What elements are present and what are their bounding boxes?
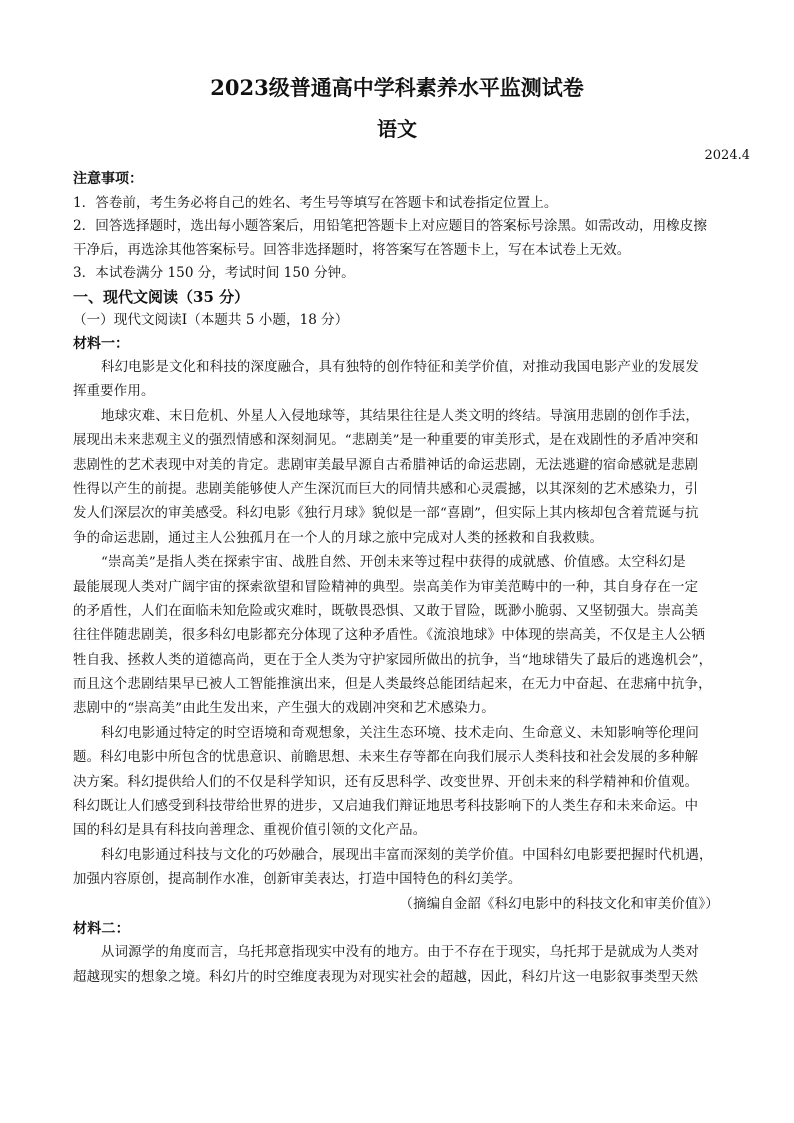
paragraph-line: 加强内容原创，提高制作水准，创新审美表达，打造中国特色的科幻美学。 <box>73 872 522 888</box>
paragraph-line: 决方案。科幻提供给人们的不仅是科学知识，还有反思科学、改变世界、开创未来的科学精神和价值观。 <box>73 774 699 790</box>
paragraph-line: 而且这个悲剧结果早已被人工智能推演出来，但是人类最终总能团结起来，在无力中奋起、在悲痛中抗争， <box>73 677 712 693</box>
paragraph-line: 科幻电影是文化和科技的深度融合，具有独特的创作特征和美学价值，对推动我国电影产业的发展发 <box>101 360 699 375</box>
paragraph-line: 性得以产生的前提。悲剧美能够使人产生深沉而巨大的同情共感和心灵震撼，以其深刻的艺术感染力，引 <box>73 481 699 497</box>
paragraph-line: 从词源学的角度而言，乌托邦意指现实中没有的地方。由于不存在于现实，乌托邦于是就成为人类对 <box>101 945 699 961</box>
subject-title: 语文 <box>377 117 417 141</box>
exam-title: 2023级普通高中学科素养水平监测试卷 <box>210 75 584 100</box>
subsection-heading: （一）现代文阅读Ⅰ（本题共 5 小题，18 分） <box>73 312 349 328</box>
paragraph-line: 最能展现人类对广阔宇宙的探索欲望和冒险精神的典型。崇高美作为审美范畴中的一种，其自身存在一定 <box>73 579 699 595</box>
notice-section <box>73 168 725 356</box>
notice-line: 2．回答选择题时，选出每小题答案后，用铅笔把答题卡上对应题目的答案标号涂黑。如需改动，用橡皮擦 <box>73 218 707 234</box>
paragraph-line: 超越现实的想象之境。科幻片的时空维度表现为对现实社会的超越，因此，科幻片这一电影叙事类型天然 <box>73 969 699 985</box>
paragraph-line: 科幻电影通过科技与文化的巧妙融合，展现出丰富而深刻的美学价值。中国科幻电影要把握时代机遇， <box>101 847 713 863</box>
paragraph-line: 国的科幻是具有科技向善理念、重视价值引领的文化产品。 <box>73 823 427 839</box>
paragraph-line: 牲自我、拯救人类的道德高尚，更在于全人类为守护家园所做出的抗争，当“地球错失了最后的逃逸机会”， <box>73 652 713 668</box>
paragraph-line: 展现出未来悲观主义的强烈情感和深刻洞见。“悲剧美”是一种重要的审美形式，是在戏剧性的矛盾冲突和 <box>73 433 699 449</box>
paragraph-line: 悲剧性的艺术表现中对美的肯定。悲剧审美最早源自古希腊神话的命运悲剧，无法逃避的宿命感就是悲剧 <box>73 457 699 473</box>
paragraph-line: 发人们深层次的审美感受。科幻电影《独行月球》貌似是一部“喜剧”，但实际上其内核却包含着荒诞与抗 <box>73 506 699 522</box>
notice-heading: 注意事项： <box>73 171 143 187</box>
section-heading: 一、现代文阅读（35 分） <box>73 287 250 306</box>
paragraph-line: 往往伴随悲剧美，很多科幻电影都充分体现了这种矛盾性。《流浪地球》中体现的崇高美，不仅是主人公牺 <box>73 628 706 644</box>
material-one-text <box>73 356 725 990</box>
notice-line: 3．本试卷满分 150 分，考试时间 150 分钟。 <box>73 265 355 281</box>
paragraph-line: 地球灾难、末日危机、外星人入侵地球等，其结果往往是人类文明的终结。导演用悲剧的创作手法， <box>101 408 699 424</box>
notice-line: 1．答卷前，考生务必将自己的姓名、考生号等填写在答题卡和试卷指定位置上。 <box>73 194 558 211</box>
paragraph-line: “崇高美”是指人类在探索宇宙、战胜自然、开创未来等过程中获得的成就感、价值感。太空科幻是 <box>101 555 686 571</box>
exam-date: 2024.4 <box>704 148 750 163</box>
notice-line: 干净后，再选涂其他答案标号。回答非选择题时，将答案写在答题卡上，写在本试卷上无效。 <box>73 241 631 258</box>
source-citation: （摘编自金韶《科幻电影中的科技文化和审美价值》） <box>399 896 719 912</box>
paragraph-line: 科幻电影通过特定的时空语境和奇观想象，关注生态环境、技术走向、生命意义、未知影响等伦理问 <box>101 725 699 741</box>
paragraph-line: 的矛盾性，人们在面临未知危险或灾难时，既敬畏恐惧、又敢于冒险，既渺小脆弱、又坚韧强大。崇高美 <box>73 603 699 619</box>
material-label: 材料一： <box>73 335 129 352</box>
paragraph-line: 争的命运悲剧，通过主人公独孤月在一个人的月球之旅中完成对人类的拯救和自我救赎。 <box>73 530 604 546</box>
material-label: 材料二： <box>73 920 130 937</box>
paragraph-line: 题。科幻电影中所包含的忧患意识、前瞻思想、未来生存等都在向我们展示人类科技和社会发展的多种解 <box>73 750 699 766</box>
paragraph-line: 悲剧中的“崇高美”由此生发出来，产生强大的戏剧冲突和艺术感染力。 <box>73 701 495 717</box>
paragraph-line: 科幻既让人们感受到科技带给世界的进步，又启迪我们辩证地思考科技影响下的人类生存和未来命运。中 <box>73 799 699 815</box>
paragraph-line: 挥重要作用。 <box>73 384 155 400</box>
